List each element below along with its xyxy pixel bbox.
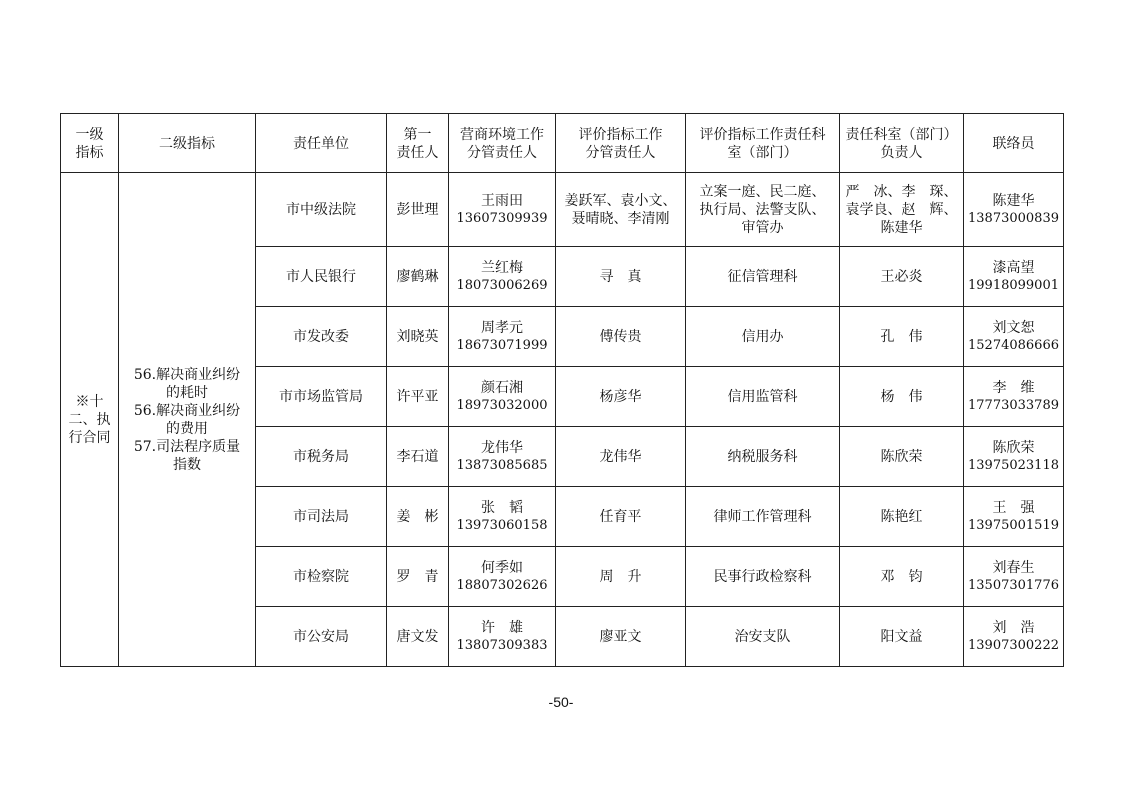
liaison-cell — [964, 173, 1064, 247]
business-lead-name: 许 雄 — [481, 619, 523, 636]
dept-head-cell: 杨 伟 — [840, 367, 964, 427]
liaison-name: 漆高望 — [992, 259, 1035, 276]
responsible-unit-cell: 市市场监管局 — [256, 367, 387, 427]
header-first-responsible: 第一 责任人 — [387, 114, 449, 173]
liaison-name: 李 维 — [992, 379, 1035, 396]
header-liaison: 联络员 — [964, 114, 1064, 173]
header-evaluation-lead: 评价指标工作 分管责任人 — [556, 114, 686, 173]
liaison-phone: 13507301776 — [968, 577, 1059, 593]
responsible-unit-cell: 市税务局 — [256, 427, 387, 487]
business-lead-name: 张 韬 — [481, 499, 523, 516]
business-lead-cell — [449, 547, 556, 607]
level1-indicator-cell: ※十 二、执 行合同 — [61, 173, 119, 667]
business-lead-phone: 13807309383 — [456, 637, 548, 653]
header-responsible-dept: 评价指标工作责任科 室（部门） — [686, 114, 840, 173]
responsible-dept-cell: 征信管理科 — [686, 247, 840, 307]
page-number: -50- — [548, 694, 574, 710]
liaison-cell — [964, 307, 1064, 367]
business-lead-cell — [449, 427, 556, 487]
liaison-phone: 15274086666 — [968, 337, 1059, 353]
business-lead-cell — [449, 367, 556, 427]
liaison-name: 刘春生 — [992, 559, 1035, 576]
business-lead-name: 王雨田 — [481, 192, 523, 209]
dept-head-cell: 孔 伟 — [840, 307, 964, 367]
liaison-name: 陈欣荣 — [992, 439, 1035, 456]
liaison-phone: 17773033789 — [968, 397, 1059, 413]
responsible-unit-cell: 市公安局 — [256, 607, 387, 667]
first-responsible-cell: 李石道 — [387, 427, 449, 487]
evaluation-lead-cell: 傅传贵 — [556, 307, 686, 367]
table-header-row — [61, 114, 1064, 173]
evaluation-lead-cell: 龙伟华 — [556, 427, 686, 487]
responsible-unit-cell: 市司法局 — [256, 487, 387, 547]
responsible-dept-cell: 治安支队 — [686, 607, 840, 667]
liaison-cell — [964, 427, 1064, 487]
responsible-dept-cell: 民事行政检察科 — [686, 547, 840, 607]
responsible-dept-cell: 律师工作管理科 — [686, 487, 840, 547]
liaison-cell — [964, 247, 1064, 307]
liaison-phone: 13907300222 — [968, 637, 1059, 653]
first-responsible-cell: 唐文发 — [387, 607, 449, 667]
header-responsible-unit: 责任单位 — [256, 114, 387, 173]
liaison-phone: 13975001519 — [968, 517, 1059, 533]
business-lead-phone: 13607309939 — [456, 210, 548, 226]
business-lead-phone: 18673071999 — [456, 337, 548, 353]
business-lead-name: 周孝元 — [481, 319, 523, 336]
first-responsible-cell: 廖鹤琳 — [387, 247, 449, 307]
liaison-cell — [964, 487, 1064, 547]
business-lead-phone: 18073006269 — [456, 277, 548, 293]
dept-head-cell: 陈欣荣 — [840, 427, 964, 487]
business-lead-name: 何季如 — [481, 559, 523, 576]
dept-head-cell: 陈艳红 — [840, 487, 964, 547]
first-responsible-cell: 姜 彬 — [387, 487, 449, 547]
responsible-dept-cell: 纳税服务科 — [686, 427, 840, 487]
dept-head-cell: 阳文益 — [840, 607, 964, 667]
liaison-name: 刘文恕 — [992, 319, 1035, 336]
business-lead-cell — [449, 487, 556, 547]
evaluation-lead-cell: 寻 真 — [556, 247, 686, 307]
business-lead-phone: 18973032000 — [456, 397, 548, 413]
liaison-name: 王 强 — [992, 499, 1035, 516]
liaison-phone: 13873000839 — [968, 210, 1059, 226]
business-lead-cell — [449, 173, 556, 247]
liaison-cell — [964, 607, 1064, 667]
business-lead-phone: 18807302626 — [456, 577, 548, 593]
table-row — [61, 173, 1064, 247]
liaison-phone: 19918099001 — [968, 277, 1059, 293]
business-lead-cell — [449, 307, 556, 367]
responsible-unit-cell: 市人民银行 — [256, 247, 387, 307]
header-level2-indicator: 二级指标 — [119, 114, 256, 173]
first-responsible-cell: 彭世理 — [387, 173, 449, 247]
responsible-unit-cell: 市中级法院 — [256, 173, 387, 247]
liaison-name: 刘 浩 — [992, 619, 1035, 636]
responsible-dept-cell: 立案一庭、民二庭、 执行局、法警支队、 审管办 — [686, 173, 840, 247]
evaluation-lead-cell: 杨彦华 — [556, 367, 686, 427]
responsible-unit-cell: 市检察院 — [256, 547, 387, 607]
dept-head-cell: 邓 钧 — [840, 547, 964, 607]
business-lead-cell — [449, 607, 556, 667]
header-business-env-lead: 营商环境工作 分管责任人 — [449, 114, 556, 173]
liaison-cell — [964, 547, 1064, 607]
business-lead-phone: 13973060158 — [456, 517, 548, 533]
evaluation-lead-cell: 姜跃军、袁小文、 聂晴晓、李清刚 — [556, 173, 686, 247]
business-lead-cell — [449, 247, 556, 307]
dept-head-cell: 严 冰、李 琛、 袁学良、赵 辉、 陈建华 — [840, 173, 964, 247]
evaluation-lead-cell: 任育平 — [556, 487, 686, 547]
level2-indicator-cell: 56.解决商业纠纷 的耗时 56.解决商业纠纷 的费用 57.司法程序质量 指数 — [119, 173, 256, 667]
evaluation-lead-cell: 廖亚文 — [556, 607, 686, 667]
business-lead-name: 龙伟华 — [481, 439, 523, 456]
dept-head-cell: 王必炎 — [840, 247, 964, 307]
responsible-dept-cell: 信用办 — [686, 307, 840, 367]
first-responsible-cell: 许平亚 — [387, 367, 449, 427]
liaison-phone: 13975023118 — [968, 457, 1059, 473]
business-lead-name: 兰红梅 — [481, 259, 523, 276]
evaluation-lead-cell: 周 升 — [556, 547, 686, 607]
business-lead-phone: 13873085685 — [456, 457, 548, 473]
responsibility-table — [60, 113, 1064, 667]
liaison-cell — [964, 367, 1064, 427]
first-responsible-cell: 刘晓英 — [387, 307, 449, 367]
responsible-dept-cell: 信用监管科 — [686, 367, 840, 427]
header-level1-indicator: 一级 指标 — [61, 114, 119, 173]
business-lead-name: 颜石湘 — [481, 379, 523, 396]
header-dept-head: 责任科室（部门） 负责人 — [840, 114, 964, 173]
responsible-unit-cell: 市发改委 — [256, 307, 387, 367]
liaison-name: 陈建华 — [992, 192, 1035, 209]
first-responsible-cell: 罗 青 — [387, 547, 449, 607]
